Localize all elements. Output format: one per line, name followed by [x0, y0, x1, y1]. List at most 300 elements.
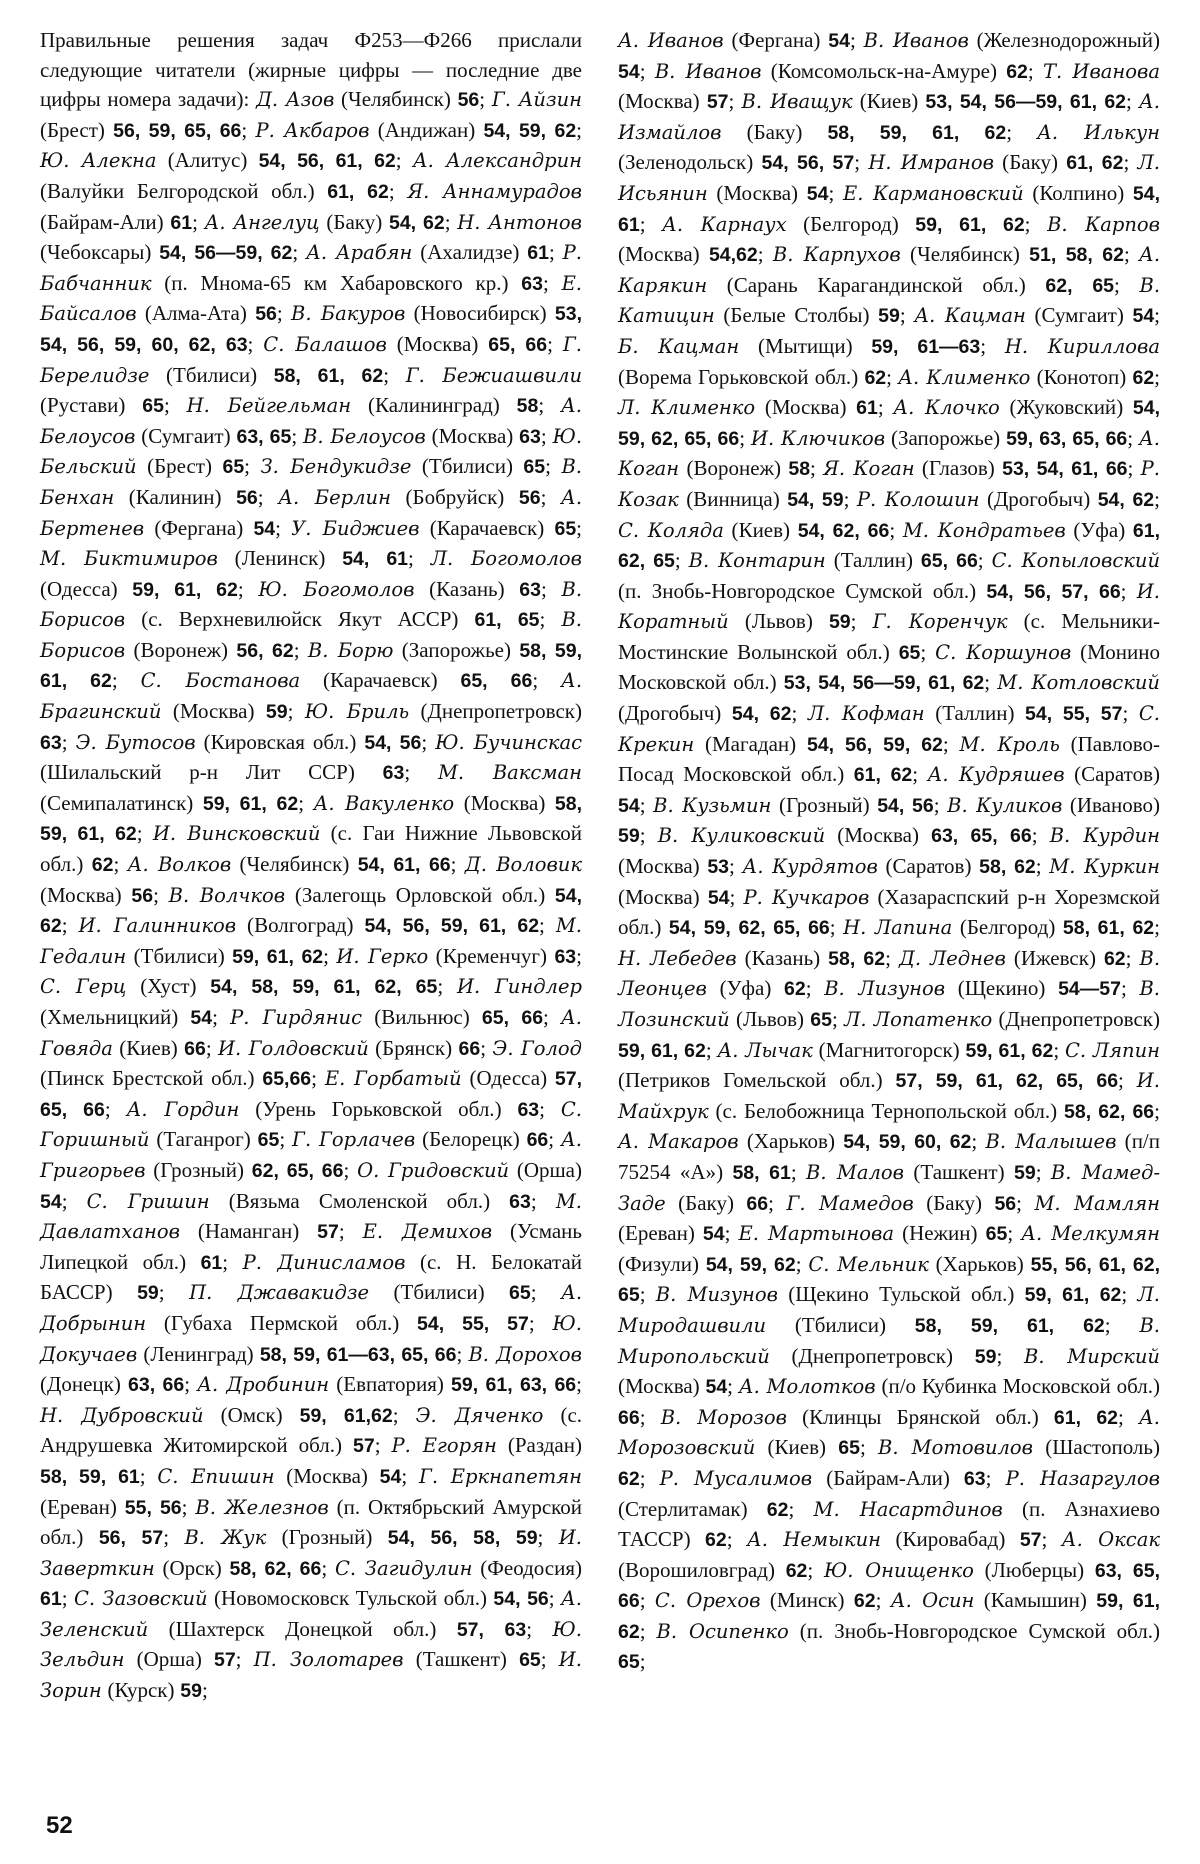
reader-city: Калининград — [375, 393, 493, 418]
reader-name: С. Балашов — [263, 332, 387, 356]
problem-numbers: 59 — [878, 305, 900, 328]
reader-city: Челябинск — [917, 242, 1013, 267]
problem-numbers: 58, 61 — [732, 1161, 791, 1184]
reader-city: Орша — [523, 1157, 575, 1182]
reader-entry: Г. Мамедов (Баку) 56 — [786, 1190, 1017, 1215]
problem-numbers: 63 — [382, 762, 405, 785]
reader-city: Сумгаит — [1041, 303, 1117, 328]
reader-name: Г. Берелидзе — [40, 332, 582, 387]
reader-entry: А. Курдятов (Саратов) 58, 62 — [742, 854, 1036, 879]
reader-entry: А. Измайлов (Баку) 58, 59, 61, 62 — [618, 90, 1160, 144]
reader-entry: Ю. Зельдин (Орша) 57 — [40, 1617, 582, 1672]
reader-name: А. Курдятов — [742, 855, 878, 879]
reader-name: Г. Мамедов — [786, 1191, 914, 1215]
problem-numbers: 58, 59, 61 — [40, 1465, 140, 1488]
problem-numbers: 66 — [526, 1129, 549, 1152]
problem-numbers: 62 — [91, 854, 114, 877]
reader-entry: Г. Коренчук (с. Мельники-Мостинские Волынской обл.) 65 — [618, 609, 1161, 664]
problem-numbers: 65 — [222, 456, 245, 479]
reader-entry: М. Давлатханов (Наманган) 57 — [40, 1189, 582, 1244]
reader-city: Волгоград — [254, 913, 347, 938]
reader-name: В. Мотовилов — [877, 1436, 1034, 1460]
reader-city: Кременчуг — [442, 943, 541, 968]
reader-entry: Р. Колошин (Дрогобыч) 54, 62 — [856, 486, 1155, 511]
reader-entry: А. Немыкин (Кировабад) 57 — [747, 1527, 1042, 1552]
problem-numbers: 58, 59, 61—63, 65, 66 — [259, 1343, 457, 1366]
reader-city: Москва — [723, 180, 792, 205]
problem-numbers: 57 — [317, 1221, 339, 1244]
reader-name: А. Бертенев — [40, 485, 583, 540]
problem-numbers: 65, 66 — [481, 1007, 544, 1029]
problem-numbers: 65 — [898, 641, 921, 664]
reader-entry: Е. Горбатый (Одесса) 57, 65, 66 — [40, 1066, 582, 1121]
reader-city: Урень Горьковской обл. — [262, 1096, 495, 1121]
problem-numbers: 54—57 — [1058, 978, 1121, 1001]
reader-city: Тбилиси — [801, 1312, 879, 1337]
reader-name: Ю. Онищенко — [823, 1558, 974, 1582]
reader-name: А. Карнаух — [662, 212, 787, 236]
reader-entry: В. Карпухов (Челябинск) 51, 58, 62 — [772, 242, 1124, 267]
reader-city: Стерлитамак — [625, 1496, 741, 1521]
problem-numbers: 62 — [785, 1559, 808, 1582]
reader-city: Хмельницкий — [47, 1005, 172, 1029]
problem-numbers: 54, 59 — [787, 488, 844, 511]
reader-city: Москва — [625, 1374, 693, 1399]
problem-numbers: 66 — [184, 1037, 206, 1060]
reader-entry: Ю. Бельский (Брест) 65 — [40, 424, 583, 479]
reader-entry: А. Брагинский (Москва) 59 — [40, 669, 583, 724]
reader-entry: А. Говяда (Киев) 66 — [40, 1006, 582, 1060]
problem-numbers: 54, 56, 57, 66 — [986, 580, 1121, 603]
problem-numbers: 59, 61, 62 — [915, 213, 1025, 236]
reader-name: В. Куликов — [947, 793, 1063, 817]
reader-entry: А. Карнаух (Белгород) 59, 61, 62 — [662, 211, 1025, 236]
reader-name: Я. Аннамурадов — [407, 179, 582, 203]
problem-numbers: 63, 65 — [236, 425, 292, 448]
problem-numbers: 53, 54, 56—59, 61, 62 — [783, 672, 985, 695]
problem-numbers: 63, 66 — [128, 1374, 185, 1397]
reader-city: Донецк — [47, 1372, 114, 1397]
reader-entry: И. Майхрук (с. Белобожница Тернопольской обл.) 58, 62, 66 — [618, 1069, 1160, 1123]
reader-city: Вильнюс — [381, 1005, 463, 1029]
problem-numbers: 59, 61, 62 — [618, 1039, 706, 1062]
problem-numbers: 58, 62 — [828, 947, 886, 970]
problem-numbers: 57 — [353, 1435, 375, 1458]
reader-name: А. Кацман — [914, 304, 1026, 328]
reader-entry: А. Морозовский (Киев) 65 — [618, 1405, 1160, 1460]
reader-name: Ю. Богомолов — [258, 577, 415, 601]
reader-entry: В. Волчков (Залегощь Орловской обл.) 54, 62 — [40, 882, 582, 938]
problem-numbers: 65 — [523, 456, 546, 479]
reader-city: Челябинск — [246, 852, 343, 877]
problem-numbers: 62 — [766, 1498, 789, 1521]
reader-name: В. Малов — [806, 1160, 904, 1184]
reader-city: Щекино Тульской обл. — [795, 1282, 1008, 1307]
reader-name: А. Добрынин — [40, 1281, 583, 1335]
problem-numbers: 54 — [707, 886, 730, 909]
reader-city: Комсомольск-на-Амуре — [777, 58, 990, 83]
problem-numbers: 59, 61, 62 — [202, 792, 299, 815]
reader-name: В. Бенхан — [40, 455, 582, 509]
reader-entry: А. Александрин (Валуйки Белгородской обл.) 61, 62 — [40, 149, 583, 203]
reader-name: В. Осипенко — [656, 1619, 789, 1643]
reader-name: И. Зорин — [40, 1648, 582, 1703]
reader-city: Раздан — [514, 1433, 575, 1458]
reader-city: Ворема Горьковской обл. — [625, 364, 852, 389]
reader-name: В. Борисов — [40, 608, 582, 662]
reader-name: Е. Мартынова — [738, 1222, 894, 1246]
problem-numbers: 66 — [458, 1037, 481, 1060]
problem-numbers: 54 — [1132, 305, 1155, 328]
problem-numbers: 54 — [40, 1190, 62, 1213]
problem-numbers: 61 — [200, 1251, 223, 1274]
problem-numbers: 57 — [1019, 1529, 1042, 1552]
reader-name: Р. Гирдянис — [230, 1006, 363, 1029]
reader-entry: А. Берлин (Бобруйск) 56 — [278, 484, 541, 509]
reader-name: А. Иванов — [618, 29, 724, 52]
reader-name: П. Джавакидзе — [189, 1281, 370, 1305]
reader-name: В. Мизунов — [655, 1283, 778, 1307]
reader-city: Залегощь Орловской обл. — [301, 882, 539, 907]
problem-numbers: 58, 59, 61, 62 — [40, 639, 583, 693]
reader-city: п/п 75254 «А» — [618, 1129, 1160, 1184]
problem-numbers: 54 — [253, 517, 276, 540]
reader-city: Минск — [776, 1588, 838, 1613]
problem-numbers: 56 — [518, 486, 541, 509]
reader-name: И. Майхрук — [618, 1069, 1160, 1123]
reader-city: Москва — [293, 1463, 361, 1488]
reader-city: Дрогобыч — [625, 701, 715, 726]
problem-numbers: 54, 59, 60, 62 — [843, 1131, 972, 1154]
reader-entry: Н. Антонов (Чебоксары) 54, 56—59, 62 — [40, 210, 582, 265]
reader-entry: Э. Дяченко (с. Андрушевка Житомирской обл.) 57 — [40, 1402, 583, 1458]
reader-name: Ю. Докучаев — [40, 1311, 582, 1366]
problem-numbers: 59 — [137, 1282, 159, 1305]
problem-numbers: 59, 61,62 — [299, 1404, 393, 1427]
reader-name: М. Гедалин — [40, 914, 583, 968]
problem-numbers: 63 — [519, 425, 541, 448]
reader-entry: А. Клименко (Конотоп) 62 — [898, 364, 1155, 389]
problem-numbers: 59, 63, 65, 66 — [1006, 427, 1128, 450]
problem-numbers: 59, 61, 62 — [618, 1590, 1161, 1643]
reader-entry: С. Горишный (Таганрог) 65 — [40, 1097, 583, 1152]
reader-name: С. Ляпин — [1064, 1038, 1160, 1062]
reader-city: Алма-Ата — [151, 301, 240, 326]
reader-entry: Н. Лапина (Белгород) 58, 61, 62 — [843, 915, 1155, 940]
reader-entry: Ю. Докучаев (Ленинград) 58, 59, 61—63, 65, 66 — [40, 1311, 582, 1366]
reader-name: С. Копыловский — [991, 549, 1161, 573]
page-number: 52 — [46, 1812, 73, 1839]
reader-entry: А. Иванов (Фергана) 54 — [618, 28, 850, 52]
problem-numbers: 54, 59, 62 — [705, 1253, 796, 1276]
problem-numbers: 59 — [828, 611, 851, 634]
reader-entry: А. Гордин (Урень Горьковской обл.) 63 — [126, 1096, 540, 1121]
reader-city: Глазов — [928, 456, 988, 481]
reader-name: А. Арабян — [306, 241, 413, 265]
reader-city: с. Н. Белокатай БАССР — [40, 1249, 583, 1305]
reader-city: Фергана — [738, 28, 814, 52]
problem-numbers: 61, 62 — [1053, 1406, 1119, 1429]
reader-city: Курск — [114, 1678, 168, 1703]
reader-entry: С. Балашов (Москва) 65, 66 — [263, 331, 548, 356]
reader-city: Брянск — [382, 1035, 446, 1060]
reader-city: Львов — [743, 1007, 798, 1031]
reader-entry: А. Дробинин (Евпатория) 59, 61, 63, 66 — [197, 1372, 577, 1397]
reader-name: И. Герко — [336, 944, 429, 968]
reader-entry: А. Вакуленко (Москва) 58, 59, 61, 62 — [40, 790, 582, 846]
problem-numbers: 54, 56—59, 62 — [159, 242, 293, 265]
reader-city: Усмань Липецкой обл. — [40, 1219, 582, 1274]
reader-entry: Ю. Богомолов (Казань) 63 — [258, 576, 541, 601]
reader-entry: Е. Демихов (Усмань Липецкой обл.) 61 — [40, 1219, 582, 1274]
problem-numbers: 61 — [856, 397, 878, 420]
reader-city: с. Верхневилюйск Якут АССР — [148, 607, 452, 632]
problem-numbers: 54, 62 — [1097, 488, 1155, 511]
reader-name: Ю. Зельдин — [40, 1617, 582, 1672]
reader-name: А. Берлин — [278, 485, 391, 509]
problem-numbers: 54, 62 — [40, 884, 582, 938]
reader-city: Тбилиси — [400, 1280, 478, 1305]
reader-name: В. Кузьмин — [653, 793, 772, 817]
reader-name: И. Винсковский — [152, 822, 321, 846]
reader-city: Сарань Карагандинской обл. — [733, 272, 1019, 297]
reader-entry: А. Молотков (п/о Кубинка Московской обл.) 66 — [618, 1374, 1160, 1429]
reader-city: Москва — [470, 790, 539, 815]
reader-entry: Д. Леднев (Ижевск) 62 — [898, 945, 1126, 970]
problem-numbers: 66 — [746, 1192, 769, 1215]
reader-name: С. Коляда — [618, 518, 724, 542]
problem-numbers: 58 — [516, 395, 539, 418]
reader-name: М. Котловский — [997, 671, 1160, 695]
reader-name: В. Миропольский — [618, 1313, 1160, 1368]
reader-name: Н. Кириллова — [1004, 334, 1160, 358]
problem-numbers: 63 — [40, 731, 62, 754]
reader-name: С. Орехов — [654, 1589, 761, 1613]
problem-numbers: 54 — [806, 182, 829, 205]
reader-entry: А. Макаров (Харьков) 54, 59, 60, 62 — [618, 1129, 972, 1154]
reader-name: А. Лычак — [717, 1038, 813, 1062]
reader-entry: Р. Егорян (Раздан) 58, 59, 61 — [40, 1433, 582, 1488]
reader-entry: А. Волков (Челябинск) 54, 61, 66 — [127, 852, 451, 877]
reader-entry: И. Гиндлер (Хмельницкий) 54 — [40, 975, 582, 1029]
reader-name: Г. Айзин — [491, 88, 583, 112]
reader-name: В. Борисов — [40, 577, 583, 632]
problem-numbers: 58, 59, 61, 62 — [40, 792, 582, 846]
reader-entry: В. Контарин (Таллин) 65, 66 — [688, 548, 978, 573]
reader-city: Днепропетровск — [1005, 1007, 1153, 1031]
reader-entry: В. Лизунов (Щекино) 54—57 — [824, 976, 1121, 1001]
reader-entry: Э. Голод (Пинск Брестской обл.) 65,66 — [40, 1036, 583, 1091]
reader-entry: С. Крекин (Магадан) 54, 56, 59, 62 — [618, 702, 1161, 756]
reader-entry: И. Галинников (Волгоград) 54, 56, 59, 61, 62 — [78, 913, 540, 938]
reader-city: Щекино — [964, 976, 1039, 1001]
reader-name: Р. Козак — [618, 457, 1160, 511]
reader-city: Петриков Гомельской обл. — [625, 1068, 876, 1093]
reader-name: А. Морозовский — [618, 1405, 1160, 1460]
reader-name: Н. Бейгельман — [186, 394, 352, 418]
reader-entry: М. Мамлян (Ереван) 54 — [618, 1191, 1160, 1246]
problem-numbers: 56, 59, 65, 66 — [113, 119, 242, 142]
problem-numbers: 59 — [974, 1345, 997, 1368]
reader-entry: В. Бакуров (Новосибирск) 53, 54, 56, 59, 60, 62, 63 — [40, 301, 583, 356]
reader-name: А. Клименко — [898, 365, 1031, 389]
problem-numbers: 59, 61, 62 — [965, 1039, 1054, 1062]
reader-city: Кировская обл. — [210, 729, 350, 754]
problem-numbers: 63 — [519, 578, 541, 601]
reader-name: А. Карякин — [618, 243, 1161, 297]
reader-city: Брест — [47, 117, 98, 142]
reader-name: Г. Горлачев — [292, 1128, 416, 1152]
reader-entry: В. Мирский (Москва) 54 — [618, 1344, 1160, 1399]
reader-entry: Е. Кармановский (Колпино) 54, 61 — [618, 180, 1161, 236]
problem-numbers: 54, 56, 59, 62 — [806, 733, 943, 756]
reader-name: В. Иващук — [741, 90, 853, 114]
reader-city: Тбилиси — [140, 943, 218, 968]
reader-name: А. Коган — [618, 426, 1160, 481]
reader-city: Чебоксары — [47, 240, 145, 265]
problem-numbers: 65 — [257, 1129, 280, 1152]
reader-city: Жуковский — [1016, 395, 1117, 420]
reader-name: У. Биджиев — [291, 516, 420, 540]
reader-entry: Л. Миродашвили (Тбилиси) 58, 59, 61, 62 — [618, 1283, 1160, 1337]
reader-entry: С. Гришин (Вязьма Смоленской обл.) 63 — [86, 1188, 531, 1213]
reader-city: Москва — [47, 882, 115, 907]
problem-numbers: 53, 54, 56, 59, 60, 62, 63 — [40, 303, 583, 356]
reader-entry: Е. Мартынова (Нежин) 65 — [738, 1221, 1008, 1246]
reader-entry: Л. Исьянин (Москва) 54 — [618, 151, 1161, 205]
reader-entry: М. Ваксман (Семипалатинск) 59, 61, 62 — [40, 761, 582, 815]
reader-entry: В. Иванов (Железнодорожный) 54 — [618, 28, 1160, 83]
problem-numbers: 53, 54, 61, 66 — [1002, 458, 1128, 481]
problem-numbers: 57, 59, 61, 62, 65, 66 — [895, 1070, 1119, 1093]
reader-entry: В. Карпов (Москва) 54,62 — [618, 212, 1160, 267]
reader-entry: В. Железнов (п. Октябрьский Амурской обл.) 56, 57 — [40, 1494, 583, 1550]
problem-numbers: 54, 56, 58, 59 — [387, 1527, 538, 1550]
problem-numbers: 63 — [963, 1467, 986, 1490]
problem-numbers: 62 — [853, 1590, 876, 1613]
reader-city: Наманган — [204, 1219, 293, 1244]
reader-entry: В. Леонцев (Уфа) 62 — [618, 946, 1161, 1001]
reader-name: Е. Горбатый — [324, 1067, 462, 1091]
reader-name: А. Молотков — [738, 1375, 876, 1399]
reader-name: Э. Дяченко — [415, 1403, 544, 1427]
reader-entry: М. Гедалин (Тбилиси) 59, 61, 62 — [40, 914, 583, 968]
reader-city: Байрам-Али — [833, 1465, 943, 1490]
problem-numbers: 54, 58, 59, 61, 62, 65 — [210, 976, 438, 999]
reader-name: Д. Азов — [256, 88, 335, 112]
reader-entry: М. Насартдинов (п. Азнахиево ТАССР) 62 — [618, 1496, 1160, 1552]
reader-entry: В. Дорохов (Донецк) 63, 66 — [40, 1342, 582, 1397]
reader-city: Запорожье — [408, 637, 504, 662]
problem-numbers: 62, 65 — [1045, 274, 1115, 297]
reader-entry: С. Зазовский (Новомосковск Тульской обл.) 54, 56 — [73, 1586, 549, 1611]
reader-name: Н. Дубровский — [40, 1403, 204, 1427]
reader-city: Ереван — [625, 1221, 688, 1246]
reader-city: Ахалидзе — [427, 240, 513, 265]
reader-name: Н. Имранов — [868, 151, 994, 175]
reader-city: Таганрог — [163, 1127, 244, 1152]
reader-entry: И. Заверткин (Орск) 58, 62, 66 — [40, 1526, 583, 1580]
reader-name: С. Загидулин — [334, 1556, 473, 1580]
problem-numbers: 56, 62 — [236, 639, 294, 662]
reader-name: В. Иванов — [863, 29, 969, 52]
reader-entry: В. Белоусов (Москва) 63 — [303, 423, 541, 448]
reader-city: Байрам-Али — [47, 209, 157, 234]
reader-city: Харьков — [942, 1251, 1017, 1276]
reader-name: М. Насартдинов — [813, 1497, 1003, 1521]
reader-entry: В. Малышев (п/п 75254 «А») 58, 61 — [618, 1129, 1160, 1184]
reader-city: Львов — [751, 609, 806, 634]
reader-city: Москва — [771, 395, 840, 420]
reader-city: п. Октябрьский Амурской обл. — [40, 1494, 583, 1550]
reader-entry: А. Коган (Воронеж) 58 — [618, 426, 1160, 481]
reader-entry: П. Джавакидзе (Тбилиси) 65 — [189, 1280, 531, 1305]
reader-city: п. Знобь-Новгородское Сумской обл. — [625, 578, 970, 603]
problem-numbers: 63 — [554, 945, 577, 968]
reader-entry: Ю. Бучинскас (Шилальский р-н Лит ССР) 63 — [40, 730, 583, 785]
reader-name: Л. Клименко — [618, 396, 756, 420]
reader-entry: Е. Байсалов (Алма-Ата) 56 — [40, 271, 582, 326]
reader-city: Семипалатинск — [47, 790, 187, 815]
reader-city: с. Мельники-Мостинские Волынской обл. — [618, 609, 1161, 664]
reader-city: Таллин — [840, 548, 906, 573]
right-column — [618, 26, 1160, 1678]
reader-name: С. Бостанова — [140, 669, 301, 693]
reader-name: Г. Еркнапетян — [418, 1464, 582, 1488]
reader-city: Сумгаит — [148, 423, 224, 448]
problem-numbers: 58 — [788, 458, 811, 481]
reader-city: Клинцы Брянской обл. — [809, 1404, 1032, 1429]
reader-name: А. Клочко — [893, 396, 1000, 420]
reader-entry: Ю. Бриль (Днепропетровск) 63 — [40, 699, 582, 754]
reader-city: Рустави — [47, 393, 119, 418]
reader-city: Алитус — [174, 148, 241, 173]
reader-entry: М. Биктимиров (Ленинск) 54, 61 — [40, 546, 409, 571]
reader-entry: Г. Еркнапетян (Ереван) 55, 56 — [40, 1464, 582, 1519]
problem-numbers: 63 — [521, 272, 543, 295]
reader-name: И. Гиндлер — [456, 975, 582, 999]
reader-city: Киев — [126, 1035, 171, 1060]
reader-name: А. Григорьев — [40, 1128, 582, 1182]
reader-name: Л. Миродашвили — [618, 1283, 1160, 1337]
reader-city: Белорецк — [429, 1127, 513, 1152]
reader-city: Винница — [693, 486, 773, 511]
reader-city: Баку — [333, 209, 376, 234]
reader-entry: В. Иванов (Комсомольск-на-Амуре) 62 — [654, 58, 1028, 83]
reader-city: Киев — [774, 1435, 820, 1460]
reader-entry: Л. Богомолов (Одесса) 59, 61, 62 — [40, 547, 583, 601]
problem-numbers: 58, 61, 62 — [273, 364, 384, 387]
reader-entry: Л. Клименко (Москва) 61 — [618, 395, 878, 420]
reader-city: Харьков — [753, 1129, 828, 1154]
reader-entry: С. Копыловский (п. Знобь-Новгородское Сумской обл.) 54, 56, 57, 66 — [618, 549, 1161, 603]
reader-city: Нежин — [909, 1221, 971, 1246]
reader-city: с. Белобожница Тернопольской обл. — [722, 1098, 1051, 1123]
reader-city: Москва — [625, 242, 693, 267]
reader-entry: В. Миропольский (Днепропетровск) 59 — [618, 1313, 1160, 1368]
problem-numbers: 62 — [618, 1467, 640, 1490]
left-column-text: Правильные решения задач Ф253—Ф266 прислали следующие читатели (жирные цифры — последние две цифры номера задачи): Д. Азов (Челябинск) 56; Г. Айзин (Брест) 56, 59, 65, 66; Р. Акбаров (Андижан) 54, 59, 62; Ю. Алекна (Алитус) 54, 56, 61, 62; А. Александрин (Валуйки Белгородской обл.) 61, 62; Я. Аннамурадов (Байрам-Али) 61; А. Ангелуц (Баку) 54, 62; Н. Антонов (Чебоксары) 54, 56—59, 62; А. Арабян (Ахалидзе) 61; Р. Бабчанник (п. Мнома-65 км Хабаровского кр.) 63; Е. Байсалов (Алма-Ата) 56; В. Бакуров (Новосибирск) 53, 54, 56, 59, 60, 62, 63; С. Балашов (Москва) 65, 66; Г. Берелидзе (Тбилиси) 58, 61, 62; Г. Бежиашвили (Рустави) 65; Н. Бейгельман (Калининград) 58; А. Белоусов (Сумгаит) 63, 65; В. Белоусов (Москва) 63; Ю. Бельский (Брест) 65; З. Бендукидзе (Тбилиси) 65; В. Бенхан (Калинин) 56; А. Берлин (Бобруйск) 56; А. Бертенев (Фергана) 54; У. Биджиев (Карачаевск) 65; М. Биктимиров (Ленинск) 54, 61; Л. Богомолов (Одесса) 59, 61, 62; Ю. Богомолов (Казань) 63; В. Борисов (с. Верхневилюйск Якут АССР) 61, 65; В. Борисов (Воронеж) 56, 62; В. Борю (Запорожье) 58, 59, 61, 62; С. Бостанова (Карачаевск) 65, 66; А. Брагинский (Москва) 59; Ю. Бриль (Днепропетровск) 63; Э. Бутосов (Кировская обл.) 54, 56; Ю. Бучинскас (Шилальский р-н Лит ССР) 63; М. Ваксман (Семипалатинск) 59, 61, 62; А. Вакуленко (Москва) 58, 59, 61, 62; И. Винсковский (с. Гаи Нижние Львовской обл.) 62; А. Волков (Челябинск) 54, 61, 66; Д. Воловик (Москва) 56; В. Волчков (Залегощь Орловской обл.) 54, 62; И. Галинников (Волгоград) 54, 56, 59, 61, 62; М. Гедалин (Тбилиси) 59, 61, 62; И. Герко (Кременчуг) 63; С. Герц (Хуст) 54, 58, 59, 61, 62, 65; И. Гиндлер (Хмельницкий) 54; Р. Гирдянис (Вильнюс) 65, 66; А. Говяда (Киев) 66; И. Голдовский (Брянск) 66; Э. Голод (Пинск Брестской обл.) 65,66; Е. Горбатый (Одесса) 57, 65, 66; А. Гордин (Урень Горьковской обл.) 63; С. Горишный (Таганрог) 65; Г. Горлачев (Белорецк) 66; А. Григорьев (Грозный) 62, 65, 66; О. Гридовский (Орша) 54; С. Гришин (Вязьма Смоленской обл.) 63; М. Давлатханов (Наманган) 57; Е. Демихов (Усмань Липецкой обл.) 61; Р. Динисламов (с. Н. Белокатай БАССР) 59; П. Джавакидзе (Тбилиси) 65; А. Добрынин (Губаха Пермской обл.) 54, 55, 57; Ю. Докучаев (Ленинград) 58, 59, 61—63, 65, 66; В. Дорохов (Донецк) 63, 66; А. Дробинин (Евпатория) 59, 61, 63, 66; Н. Дубровский (Омск) 59, 61,62; Э. Дяченко (с. Андрушевка Житомирской обл.) 57; Р. Егорян (Раздан) 58, 59, 61; С. Епишин (Москва) 54; Г. Еркнапетян (Ереван) 55, 56; В. Железнов (п. Октябрьский Амурской обл.) 56, 57; В. Жук (Грозный) 54, 56, 58, 59; И. Заверткин (Орск) 58, 62, 66; С. Загидулин (Феодосия) 61; С. Зазовский (Новомосковск Тульской обл.) 54, 56; А. Зеленский (Шахтерск Донецкой обл.) 57, 63; Ю. Зельдин (Орша) 57; П. Золотарев (Ташкент) 65; И. Зорин (Курск) 59; — [40, 28, 583, 1703]
reader-entry: С. Коляда (Киев) 54, 62, 66 — [618, 517, 890, 542]
reader-name: М. Давлатханов — [40, 1189, 582, 1244]
reader-entry: С. Ляпин (Петриков Гомельской обл.) 57, 59, 61, 62, 65, 66 — [618, 1038, 1160, 1093]
reader-city: Воронеж — [693, 456, 775, 481]
reader-city: Люберцы — [991, 1557, 1078, 1582]
reader-city: Казань — [751, 945, 814, 970]
reader-city: Хазараспский р-н Хорезмской обл. — [618, 884, 1161, 940]
reader-entry: В. Кузьмин (Грозный) 54, 56 — [653, 792, 934, 817]
problem-numbers: 62 — [705, 1529, 727, 1552]
